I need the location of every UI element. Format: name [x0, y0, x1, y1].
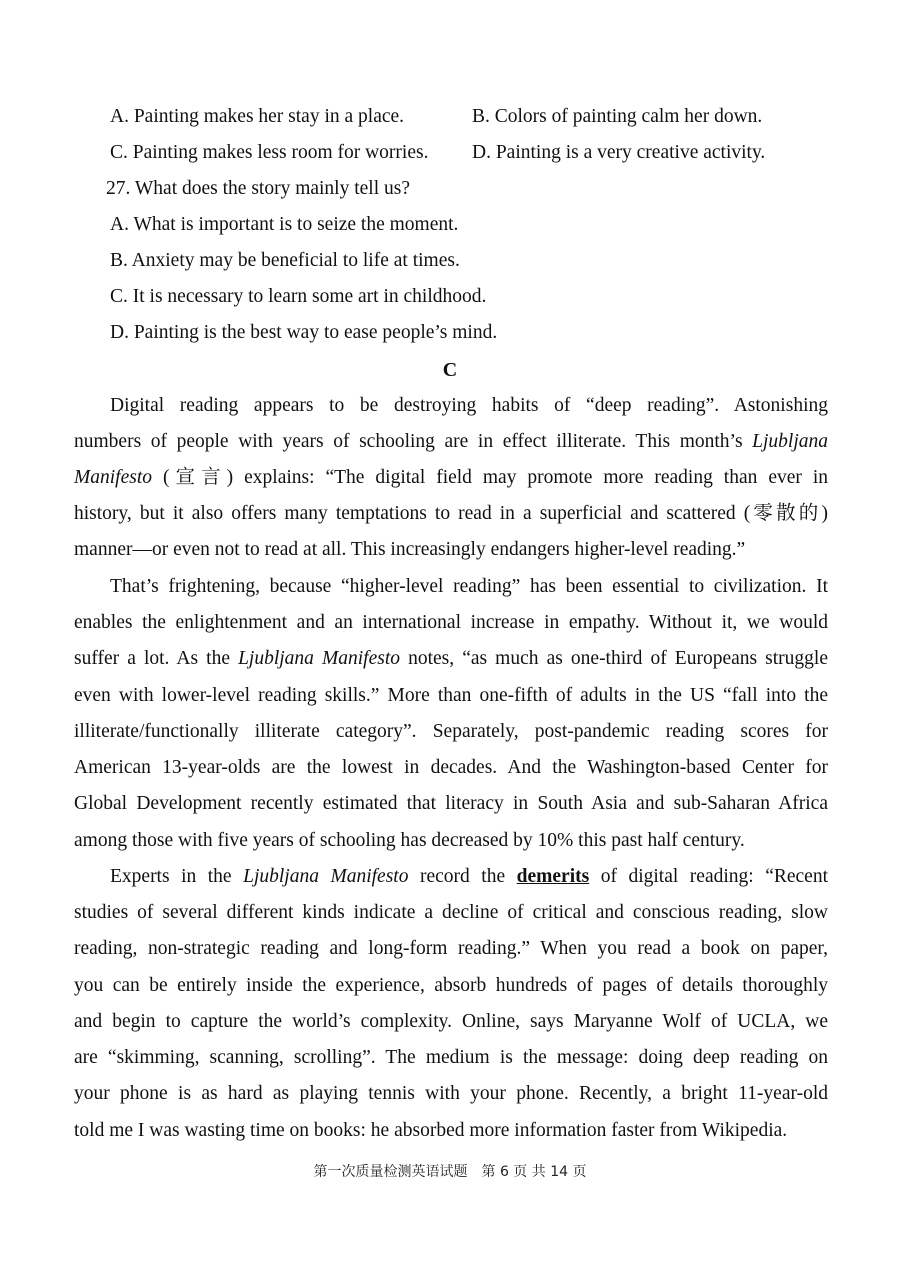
text-run: record the: [408, 866, 517, 887]
p2-line: even with lower-level reading skills.” More than one-fifth of adults in the US “fall into the: [74, 685, 828, 706]
q27-option-c: C. It is necessary to learn some art in childhood.: [110, 286, 487, 307]
manifesto-title: Ljubljana: [752, 431, 828, 452]
p3-line: you can be entirely inside the experience, absorb hundreds of pages of details thoroughly: [74, 975, 828, 996]
text-run: Experts in the: [110, 866, 244, 887]
q26-option-d: D. Painting is a very creative activity.: [472, 142, 766, 163]
p2-line: That’s frightening, because “higher-level reading” has been essential to civilization. It: [110, 576, 828, 597]
q26-option-c: C. Painting makes less room for worries.: [110, 142, 429, 163]
text-run: of digital reading: “Recent: [589, 866, 829, 887]
q27-stem: 27. What does the story mainly tell us?: [106, 178, 411, 199]
p2-line: Global Development recently estimated that literacy in South Asia and sub-Saharan Africa: [74, 793, 828, 814]
text-run: notes, “as much as one-third of Europeans struggle: [400, 648, 829, 669]
p2-line: American 13-year-olds are the lowest in decades. And the Washington-based Center for: [74, 757, 828, 778]
p3-line: your phone is as hard as playing tennis with your phone. Recently, a bright 11-year-old: [74, 1083, 828, 1104]
text-run: suffer a lot. As the: [74, 648, 239, 669]
q27-option-d: D. Painting is the best way to ease people’s mind.: [110, 322, 498, 343]
p3-line: told me I was wasting time on books: he absorbed more information faster from Wikipedia.: [74, 1120, 788, 1141]
q26-option-a: A. Painting makes her stay in a place.: [110, 106, 405, 127]
text-run: (宣言) explains: “The digital field may promote more reading than ever in: [152, 467, 828, 488]
manifesto-title: Manifesto: [74, 467, 152, 488]
p2-line: enables the enlightenment and an international increase in empathy. Without it, we would: [74, 612, 828, 633]
manifesto-title: Ljubljana Manifesto: [243, 866, 409, 887]
q27-option-a: A. What is important is to seize the moment.: [110, 214, 459, 235]
p3-line: and begin to capture the world’s complexity. Online, says Maryanne Wolf of UCLA, we: [74, 1011, 828, 1032]
manifesto-title: Ljubljana Manifesto: [238, 648, 400, 669]
p2-line: among those with five years of schooling has decreased by 10% this past half century.: [74, 830, 745, 851]
q26-option-b: B. Colors of painting calm her down.: [472, 106, 763, 127]
p1-line: manner—or even not to read at all. This increasingly endangers higher-level reading.”: [74, 539, 746, 560]
p1-line: [74, 466, 828, 490]
p3-line: reading, non-strategic reading and long-form reading.” When you read a book on paper,: [74, 938, 828, 959]
q27-option-b: B. Anxiety may be beneficial to life at times.: [110, 250, 460, 271]
p3-line: are “skimming, scanning, scrolling”. The medium is the message: doing deep reading on: [74, 1047, 828, 1068]
p1-line: history, but it also offers many temptations to read in a superficial and scattered (零散的): [74, 503, 828, 524]
p1-line: Digital reading appears to be destroying habits of “deep reading”. Astonishing: [110, 395, 828, 416]
keyword-demerits: demerits: [516, 866, 590, 887]
p2-line: illiterate/functionally illiterate category”. Separately, post-pandemic reading scores for: [74, 721, 828, 742]
p1-line: [74, 430, 828, 454]
section-heading: C: [442, 359, 458, 381]
p3-line: [74, 865, 828, 889]
p3-line: studies of several different kinds indicate a decline of critical and conscious reading, slow: [74, 902, 828, 923]
page-footer: 第一次质量检测英语试题 第 6 页 共 14 页: [313, 1164, 587, 1180]
p2-line: [74, 647, 828, 671]
text-run: numbers of people with years of schooling are in effect illiterate. This month’s: [74, 431, 753, 452]
